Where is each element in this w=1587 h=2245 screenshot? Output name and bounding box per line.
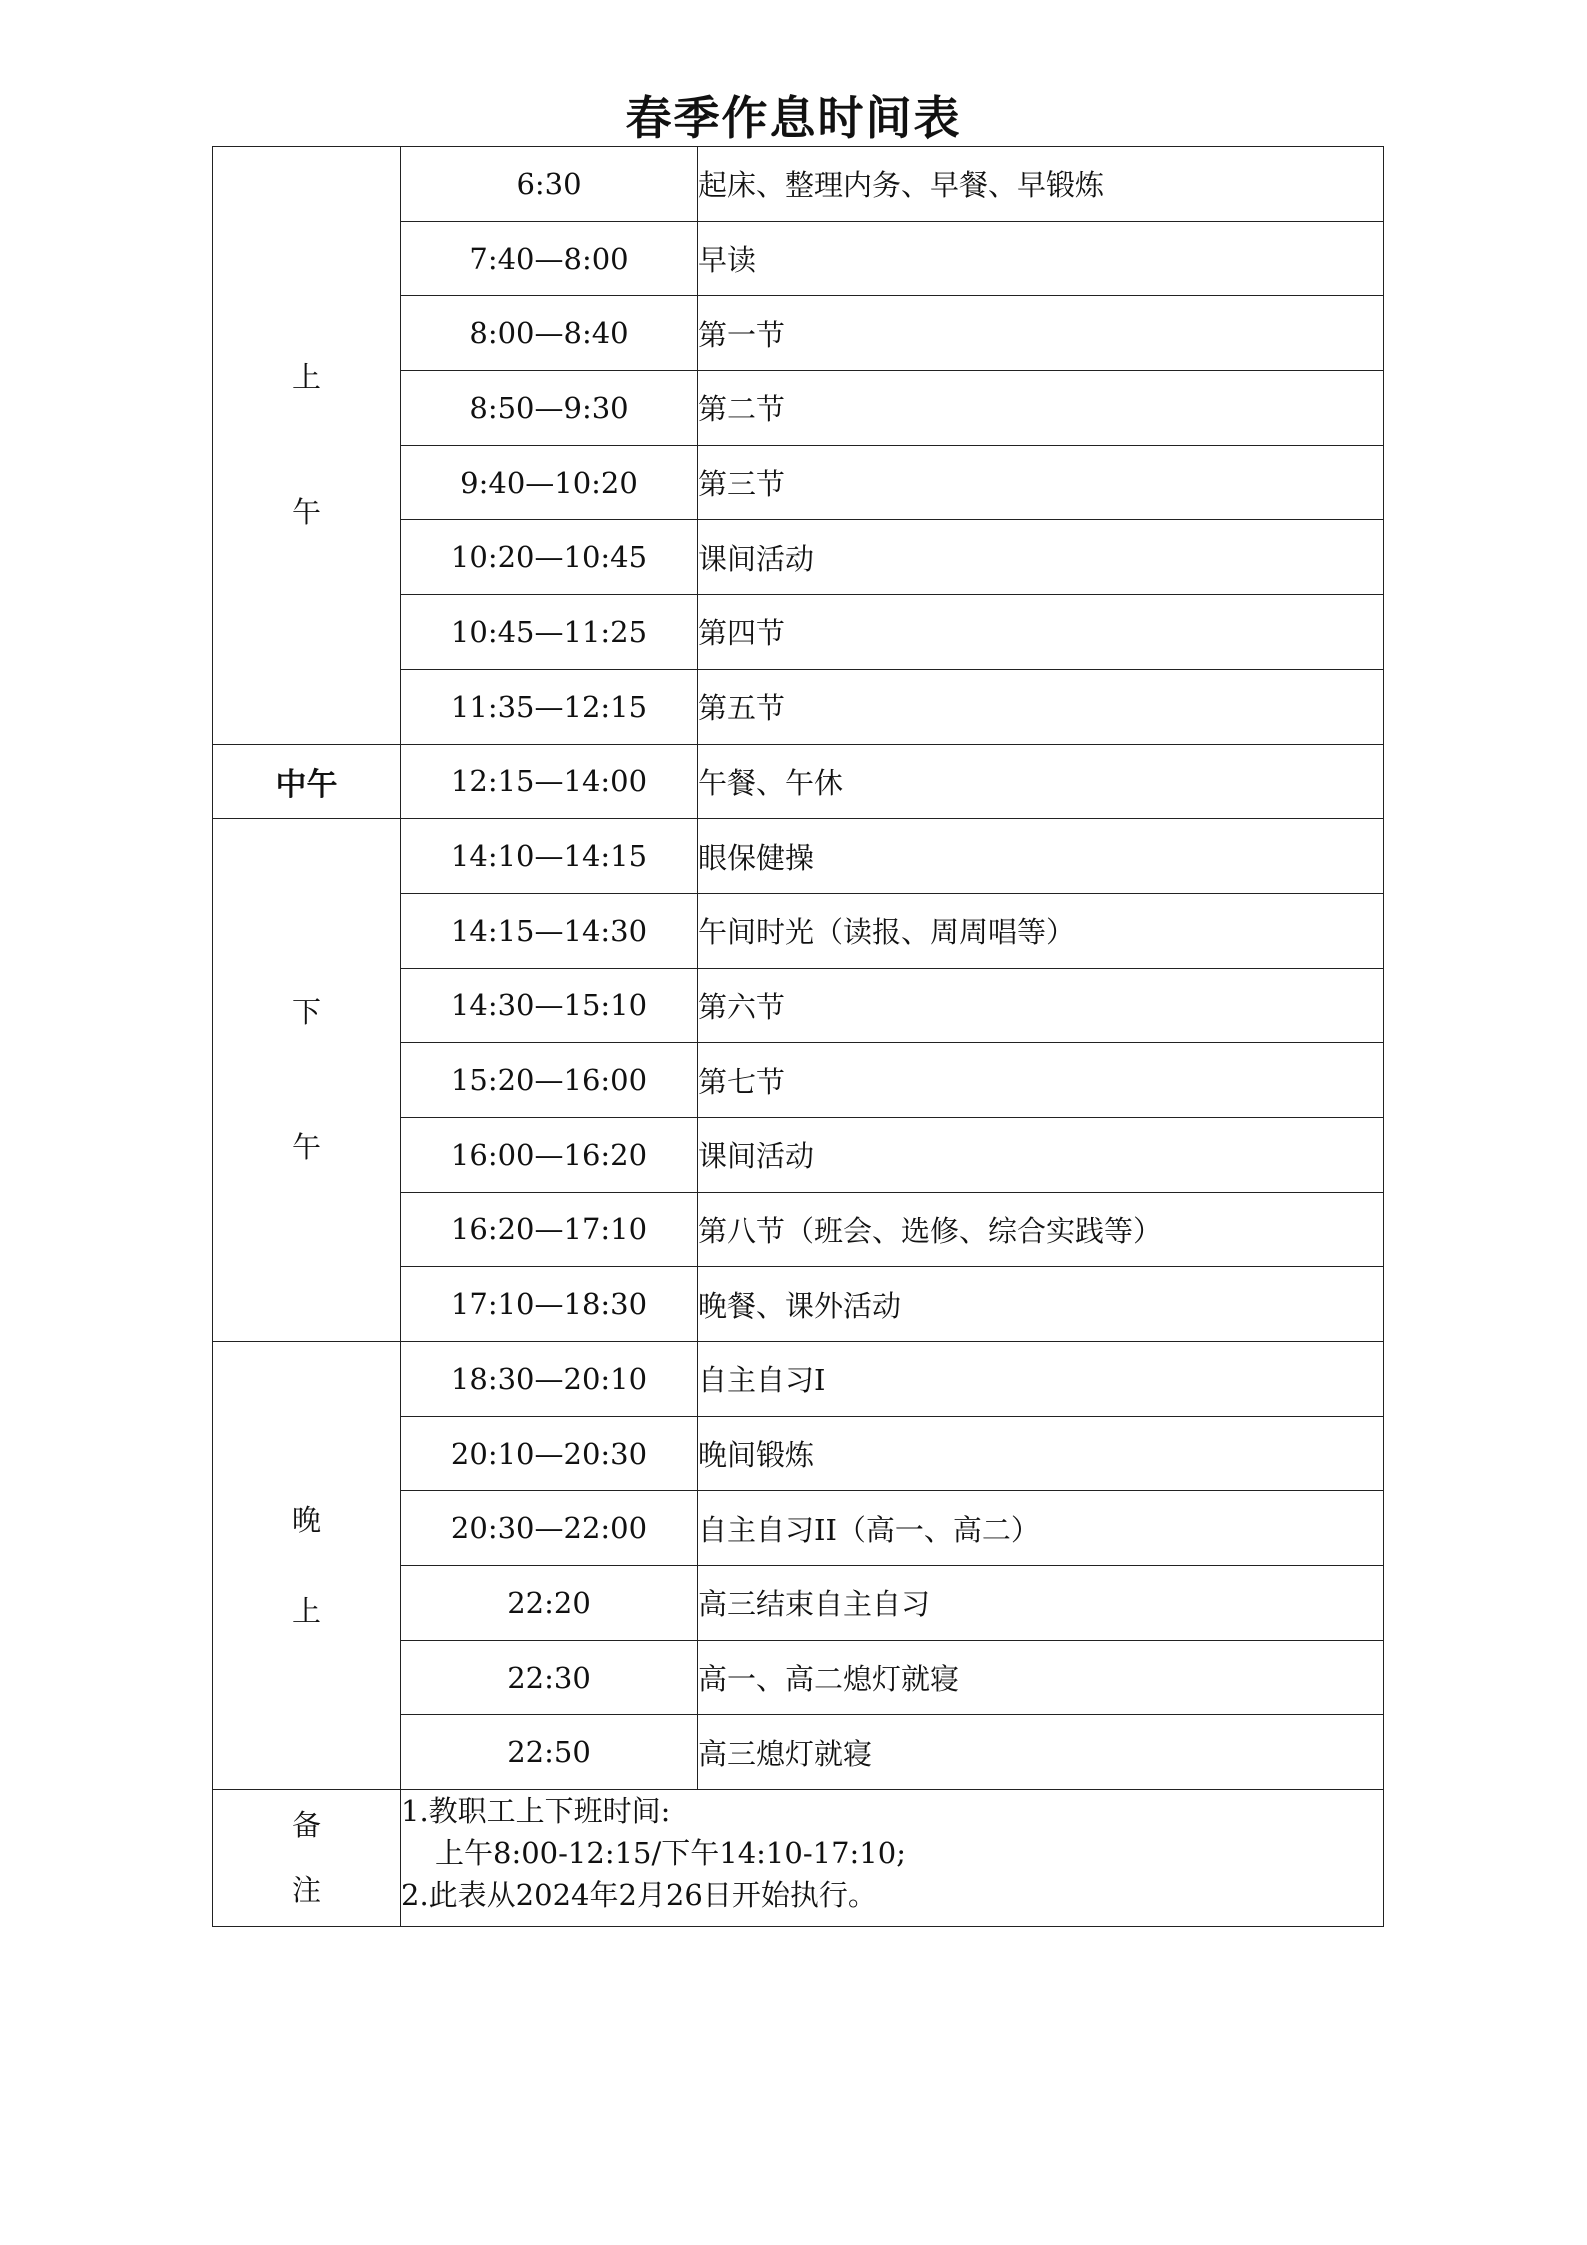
note-line: 上午8:00-12:15/下午14:10-17:10;: [435, 1836, 906, 1871]
period-noon: 中午: [213, 744, 401, 819]
time-cell: 15:20—16:00: [401, 1043, 698, 1118]
activity-cell: 第四节: [698, 595, 1384, 670]
time-cell: 14:15—14:30: [401, 893, 698, 968]
time-cell: 7:40—8:00: [401, 221, 698, 296]
activity-cell: 第三节: [698, 445, 1384, 520]
time-cell: 20:30—22:00: [401, 1491, 698, 1566]
activity-cell: 午间时光（读报、周周唱等）: [698, 893, 1384, 968]
activity-cell: 高一、高二熄灯就寝: [698, 1640, 1384, 1715]
activity-cell: 高三熄灯就寝: [698, 1715, 1384, 1790]
notes-body: [401, 1790, 1384, 1927]
time-cell: 18:30—20:10: [401, 1342, 698, 1417]
time-cell: 22:20: [401, 1566, 698, 1641]
time-cell: 10:45—11:25: [401, 595, 698, 670]
activity-cell: 第八节（班会、选修、综合实践等）: [698, 1192, 1384, 1267]
period-evening: 晚 上: [213, 1342, 401, 1790]
activity-cell: 晚餐、课外活动: [698, 1267, 1384, 1342]
time-cell: 9:40—10:20: [401, 445, 698, 520]
table-row: [213, 147, 1384, 222]
activity-cell: 课间活动: [698, 1117, 1384, 1192]
time-cell: 6:30: [401, 147, 698, 222]
activity-cell: 第五节: [698, 669, 1384, 744]
time-cell: 8:00—8:40: [401, 296, 698, 371]
activity-cell: 起床、整理内务、早餐、早锻炼: [698, 147, 1384, 222]
time-cell: 8:50—9:30: [401, 371, 698, 446]
activity-cell: 早读: [698, 221, 1384, 296]
time-cell: 22:30: [401, 1640, 698, 1715]
time-cell: 14:10—14:15: [401, 819, 698, 894]
period-afternoon: 下 午: [213, 819, 401, 1342]
activity-cell: 第六节: [698, 968, 1384, 1043]
note-line: 2.此表从2024年2月26日开始执行。: [401, 1878, 877, 1913]
activity-cell: 课间活动: [698, 520, 1384, 595]
table-row: [213, 744, 1384, 819]
period-morning: 上 午: [213, 147, 401, 745]
time-cell: 22:50: [401, 1715, 698, 1790]
table-row: [213, 1342, 1384, 1417]
notes-row: [213, 1790, 1384, 1927]
activity-cell: 午餐、午休: [698, 744, 1384, 819]
time-cell: 10:20—10:45: [401, 520, 698, 595]
table-row: [213, 819, 1384, 894]
time-cell: 11:35—12:15: [401, 669, 698, 744]
time-cell: 17:10—18:30: [401, 1267, 698, 1342]
notes-label: 备 注: [213, 1790, 401, 1927]
activity-cell: 自主自习I: [698, 1342, 1384, 1417]
page-title: 春季作息时间表: [625, 91, 962, 145]
activity-cell: 自主自习II（高一、高二）: [698, 1491, 1384, 1566]
time-cell: 16:00—16:20: [401, 1117, 698, 1192]
activity-cell: 眼保健操: [698, 819, 1384, 894]
activity-cell: 第一节: [698, 296, 1384, 371]
schedule-table: [212, 146, 1384, 1927]
activity-cell: 高三结束自主自习: [698, 1566, 1384, 1641]
time-cell: 12:15—14:00: [401, 744, 698, 819]
time-cell: 16:20—17:10: [401, 1192, 698, 1267]
time-cell: 14:30—15:10: [401, 968, 698, 1043]
activity-cell: 晚间锻炼: [698, 1416, 1384, 1491]
activity-cell: 第二节: [698, 371, 1384, 446]
activity-cell: 第七节: [698, 1043, 1384, 1118]
time-cell: 20:10—20:30: [401, 1416, 698, 1491]
note-line: 1.教职工上下班时间:: [401, 1794, 671, 1829]
